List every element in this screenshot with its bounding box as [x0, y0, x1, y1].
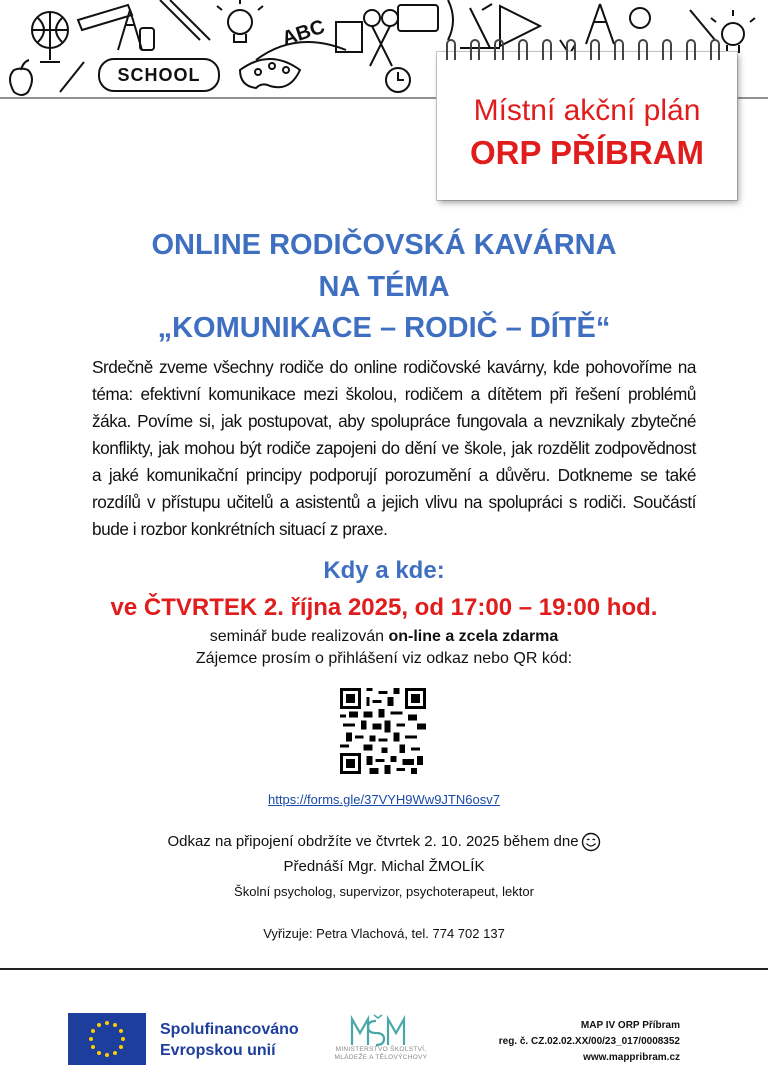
abc-label: ABC [279, 15, 328, 51]
eu-cofinanced-label [160, 1019, 299, 1061]
format-line [0, 628, 768, 646]
project-website[interactable]: www.mappribram.cz [583, 1052, 680, 1063]
qr-code[interactable] [340, 688, 426, 774]
map-notepad-card [437, 52, 737, 200]
msmt-logo-icon [320, 1013, 440, 1073]
register-line: Zájemce prosím o přihlášení viz odkaz nebo QR kód: [195, 650, 573, 667]
msmt-caption-line1: MINISTERSTVO ŠKOLSTVÍ, [335, 1046, 427, 1053]
msmt-caption [311, 1046, 451, 1062]
link-info-text: Odkaz na připojení obdržíte ve čtvrtek 2. 10. 2025 během dne [167, 832, 579, 850]
when-label: Kdy a kde: [323, 557, 445, 584]
plan-title: Místní akční plán [473, 94, 701, 127]
contact-person: Vyřizuje: Petra Vlachová, tel. 774 702 137 [263, 926, 505, 941]
registration-link[interactable]: https://forms.gle/37VYH9Ww9JTN6osv7 [268, 792, 500, 807]
format-prefix: seminář bude realizován [209, 628, 389, 645]
project-info [499, 1018, 680, 1066]
eu-flag-icon [68, 1013, 146, 1065]
lightbulb-icon [217, 0, 263, 42]
event-title-line2: NA TÉMA [318, 271, 450, 303]
school-badge: SCHOOL [98, 58, 220, 92]
project-name: MAP IV ORP Příbram [580, 1020, 680, 1031]
eu-line1: Spolufinancováno [160, 1021, 299, 1038]
smiley-icon [581, 832, 601, 852]
scissors-icon [364, 10, 398, 66]
format-bold: on-line a zcela zdarma [388, 628, 559, 645]
lecturer-role: Školní psycholog, supervizor, psychoterapeut, lektor [234, 884, 534, 899]
footer-divider [0, 968, 768, 970]
event-title-line3: „KOMUNIKACE – RODIČ – DÍTĚ“ [157, 312, 611, 344]
lecturer: Přednáší Mgr. Michal ŽMOLÍK [283, 858, 485, 875]
event-date: ve ČTVRTEK 2. října 2025, od 17:00 – 19:00 hod. [110, 594, 658, 621]
globe-icon [630, 8, 650, 28]
spiral-binding-icon [437, 34, 737, 64]
link-info [0, 832, 768, 852]
event-title-line1: ONLINE RODIČOVSKÁ KAVÁRNA [151, 229, 617, 261]
msmt-caption-line2: MLÁDEŽE A TĚLOVÝCHOVY [334, 1054, 428, 1061]
palette-icon [240, 59, 300, 88]
plan-region: ORP PŘÍBRAM [469, 134, 705, 171]
ruler-icon [160, 0, 210, 40]
calculator-icon [398, 5, 438, 31]
eraser-icon [140, 28, 154, 50]
globe-icon [32, 12, 68, 62]
event-description: Srdečně zveme všechny rodiče do online rodičovské kavárny, kde pohovoříme na téma: efektivní komunikace mezi školou, rodičem a dítětem při řešení problémů žáka. Povíme si, jak postupovat, aby spolupráce fungovala a nevznikaly zbytečné konflikty, jak mohou být rodiče zapojeni do dění ve škole, jak rozdělit zodpovědnost a jaké komunikační principy podporují porozumění a důvěru. Dotkneme se také rozdílů v přístupu učitelů a asistentů a jejich vlivu na spolupráci s rodiči. Součástí bude i rozbor konkrétních situací z praxe. [92, 357, 696, 539]
project-reg-number: reg. č. CZ.02.02.XX/00/23_017/0008352 [498, 1036, 680, 1047]
eu-line2: Evropskou unií [160, 1042, 276, 1059]
apple-icon [10, 60, 32, 95]
